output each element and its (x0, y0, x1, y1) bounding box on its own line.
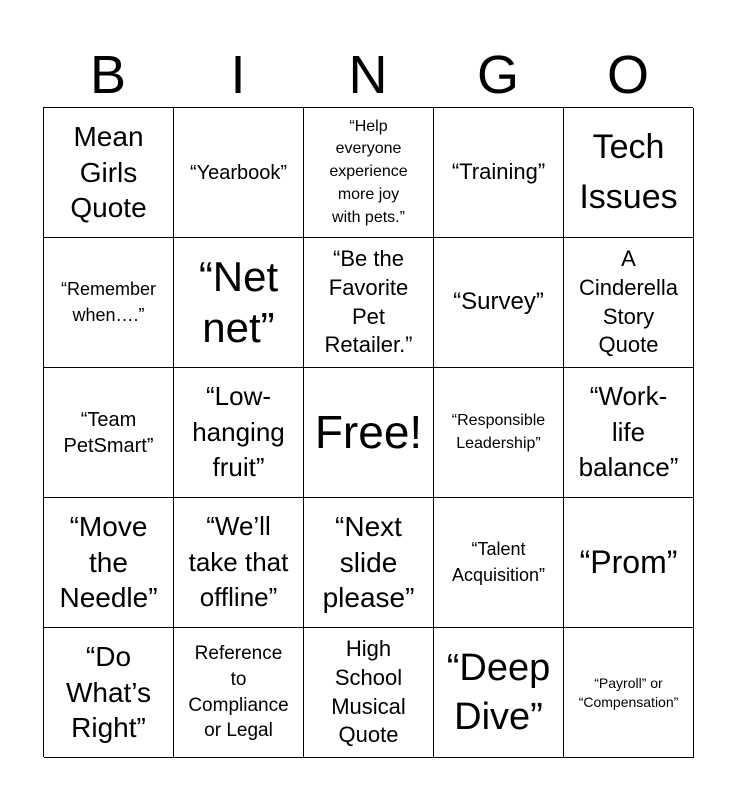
bingo-cell-r4-c5[interactable] (564, 498, 694, 628)
bingo-header (43, 44, 693, 106)
bingo-cell-r3-c1[interactable] (44, 368, 174, 498)
cell-text: Mean Girls Quote (70, 120, 147, 224)
cell-text: “Deep Dive” (446, 646, 551, 738)
bingo-cell-r3-c5[interactable] (564, 368, 694, 498)
bingo-cell-r1-c2[interactable] (174, 108, 304, 238)
bingo-cell-r5-c4[interactable] (434, 628, 564, 758)
cell-text: “Remember when….” (60, 279, 157, 325)
cell-text: “Net net” (198, 253, 279, 351)
header-letter-b: B (89, 45, 127, 105)
cell-text: “Move the Needle” (59, 510, 158, 614)
bingo-cell-r3-c2[interactable] (174, 368, 304, 498)
cell-text: Tech Issues (579, 128, 678, 216)
bingo-cell-r1-c5[interactable] (564, 108, 694, 238)
header-letter-i: I (230, 45, 246, 105)
cell-text: “Do What’s Right” (65, 640, 152, 744)
cell-text: High School Musical Quote (331, 636, 406, 748)
bingo-cell-r2-c2[interactable] (174, 238, 304, 368)
bingo-cell-r5-c1[interactable] (44, 628, 174, 758)
bingo-cell-r2-c1[interactable] (44, 238, 174, 368)
bingo-cell-r2-c4[interactable] (434, 238, 564, 368)
bingo-cell-r1-c1[interactable] (44, 108, 174, 238)
cell-text: “We’ll take that offline” (188, 510, 289, 613)
cell-text: “Help everyone experience more joy with pets.” (329, 117, 408, 226)
cell-text: “Responsible Leadership” (451, 411, 546, 452)
bingo-cell-r5-c2[interactable] (174, 628, 304, 758)
bingo-cell-r1-c4[interactable] (434, 108, 564, 238)
bingo-cell-r4-c3[interactable] (304, 498, 434, 628)
cell-text: “Be the Favorite Pet Retailer.” (324, 246, 413, 358)
bingo-cell-r4-c4[interactable] (434, 498, 564, 628)
bingo-cell-r2-c5[interactable] (564, 238, 694, 368)
cell-text: “Training” (451, 159, 546, 185)
cell-text: Reference to Compliance or Legal (188, 643, 289, 742)
bingo-cell-r2-c3[interactable] (304, 238, 434, 368)
bingo-cell-r3-c3[interactable] (304, 368, 434, 498)
bingo-cell-r5-c5[interactable] (564, 628, 694, 758)
cell-text: “Work- life balance” (578, 381, 679, 483)
free-space-label: Free! (314, 406, 423, 459)
bingo-cell-r1-c3[interactable] (304, 108, 434, 238)
bingo-cell-r5-c3[interactable] (304, 628, 434, 758)
cell-text: “Team PetSmart” (63, 408, 154, 457)
header-letter-o: O (606, 45, 649, 105)
cell-text: “Prom” (579, 544, 678, 581)
cell-text: “Talent Acquisition” (451, 539, 546, 585)
bingo-cell-r4-c2[interactable] (174, 498, 304, 628)
bingo-cell-r3-c4[interactable] (434, 368, 564, 498)
cell-text: A Cinderella Story Quote (578, 246, 679, 358)
cell-text: “Payroll” or “Compensation” (578, 674, 679, 710)
header-letter-g: G (476, 45, 519, 105)
bingo-cell-r4-c1[interactable] (44, 498, 174, 628)
cell-text: “Survey” (453, 288, 544, 316)
bingo-board (43, 107, 693, 757)
cell-text: “Low- hanging fruit” (192, 380, 285, 483)
cell-text: “Yearbook” (189, 161, 288, 184)
header-letter-n: N (348, 45, 388, 105)
cell-text: “Next slide please” (322, 510, 415, 614)
